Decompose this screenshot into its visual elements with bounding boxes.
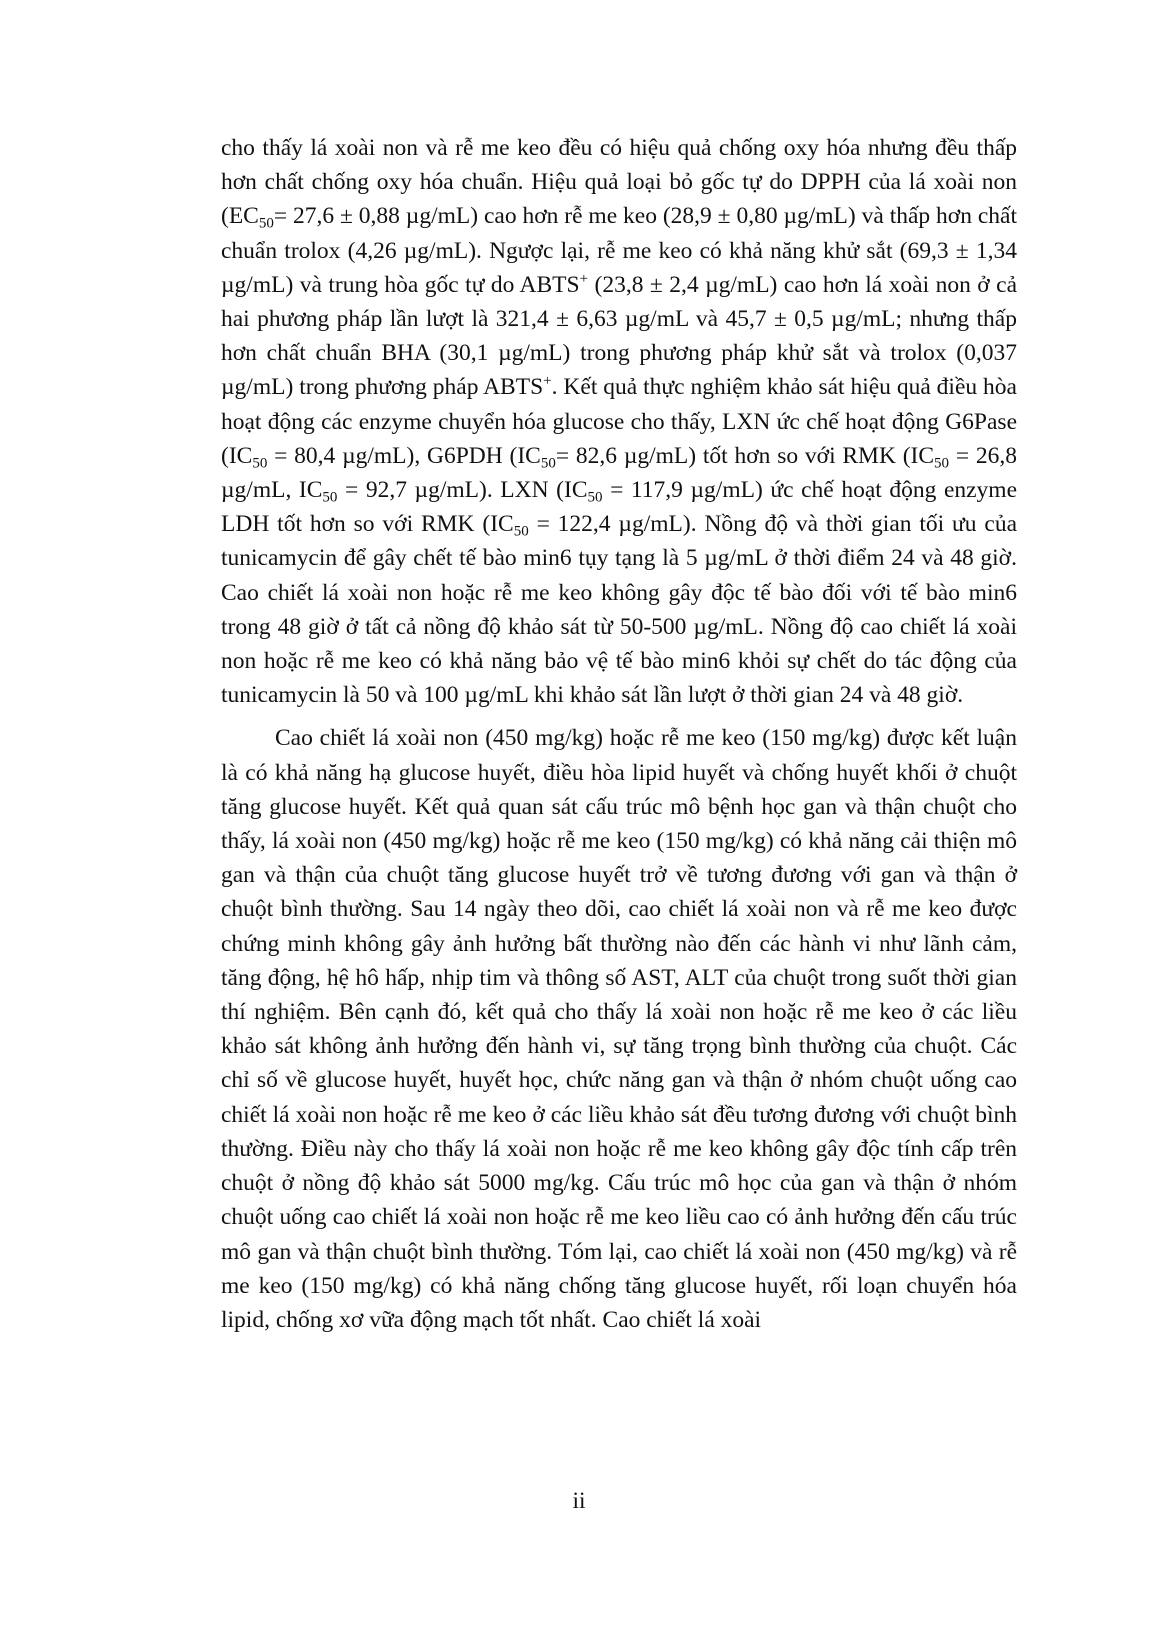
paragraph (221, 131, 1017, 712)
text-run: = 92,7 µg/mL). LXN (IC (337, 477, 588, 504)
text-run: = 27,6 ± 0,88 µg/mL) cao hơn rễ me keo (28,9 ± 0,80 µg/mL) và thấp hơn chất chuẩn trolox (4,26 µg/mL). Ngược lại, rễ me keo có khả năng khử sắt (69,3 ± 1,34 µg/mL) và trung hòa gốc tự do ABTS (221, 203, 1017, 298)
superscript: + (579, 270, 589, 287)
subscript: 50 (587, 489, 603, 506)
text-run: cho thấy lá xoài non và rễ me keo đều có hiệu quả chống oxy hóa nhưng đều thấp hơn chất chống oxy hóa chuẩn. Hiệu quả loại bỏ gốc tự do DPPH của lá xoài non (EC (221, 135, 1017, 230)
body-text (221, 131, 1017, 1337)
text-run: = 80,4 µg/mL), G6PDH (IC (267, 442, 541, 469)
subscript: 50 (513, 523, 529, 540)
subscript: 50 (252, 455, 268, 472)
text-run: (23,8 ± 2,4 µg/mL) cao hơn lá xoài non ở cả hai phương pháp lần lượt là 321,4 ± 6,63 µg/mL và 45,7 ± 0,5 µg/mL; nhưng thấp hơn chất chuẩn BHA (30,1 µg/mL) trong phương pháp khử sắt và trolox (0,037 µg/mL) trong phương pháp ABTS (221, 271, 1018, 401)
text-run: = 26,8 µg/mL, IC (221, 442, 1018, 504)
subscript: 50 (934, 455, 950, 472)
text-run: Cao chiết lá xoài non (450 mg/kg) hoặc rễ me keo (150 mg/kg) được kết luận là có khả năng hạ glucose huyết, điều hòa lipid huyết và chống huyết khối ở chuột tăng glucose huyết. Kết quả quan sát cấu trúc mô bệnh học gan và thận chuột cho thấy, lá xoài non (450 mg/kg) hoặc rễ me keo (150 mg/kg) có khả năng cải thiện mô gan và thận của chuột tăng glucose huyết trở về tương đương với gan và thận ở chuột bình thường. Sau 14 ngày theo dõi, cao chiết lá xoài non và rễ me keo được chứng minh không gây ảnh hưởng bất thường nào đến các hành vi như lãnh cảm, tăng động, hệ hô hấp, nhịp tim và thông số AST, ALT của chuột trong suốt thời gian thí nghiệm. Bên cạnh đó, kết quả cho thấy lá xoài non hoặc rễ me keo ở các liều khảo sát không ảnh hưởng đến hành vi, sự tăng trọng bình thường của chuột. Các chỉ số về glucose huyết, huyết học, chức năng gan và thận ở nhóm chuột uống cao chiết lá xoài non hoặc rễ me keo ở các liều khảo sát đều tương đương với chuột bình thường. Điều này cho thấy lá xoài non hoặc rễ me keo không gây độc tính cấp trên chuột ở nồng độ khảo sát 5000 mg/kg. Cấu trúc mô học của gan và thận ở nhóm chuột uống cao chiết lá xoài non hoặc rễ me keo liều cao có ảnh hưởng đến cấu trúc mô gan và thận chuột bình thường. Tóm lại, cao chiết lá xoài non (450 mg/kg) và rễ me keo (150 mg/kg) có khả năng chống tăng glucose huyết, rối loạn chuyển hóa lipid, chống xơ vữa động mạch tốt nhất. Cao chiết lá xoài (221, 725, 1017, 1333)
subscript: 50 (540, 455, 556, 472)
superscript: + (543, 373, 552, 390)
text-run: = 82,6 µg/mL) tốt hơn so với RMK (IC (555, 442, 935, 469)
text-run: . Kết quả thực nghiệm khảo sát hiệu quả điều hòa hoạt động các enzyme chuyển hóa glucose cho thấy, LXN ức chế hoạt động G6Pase (IC (221, 374, 1017, 469)
paragraph (221, 721, 1017, 1337)
text-run: = 122,4 µg/mL). Nồng độ và thời gian tối ưu của tunicamycin để gây chết tế bào min6 tụy tạng là 5 µg/mL ở thời điểm 24 và 48 giờ. Cao chiết lá xoài non hoặc rễ me keo không gây độc tế bào đối với tế bào min6 trong 48 giờ ở tất cả nồng độ khảo sát từ 50-500 µg/mL. Nồng độ cao chiết lá xoài non hoặc rễ me keo có khả năng bảo vệ tế bào min6 khỏi sự chết do tác động của tunicamycin là 50 và 100 µg/mL khi khảo sát lần lượt ở thời gian 24 và 48 giờ. (221, 511, 1018, 709)
subscript: 50 (258, 215, 274, 232)
text-run: = 117,9 µg/mL) ức chế hoạt động enzyme LDH tốt hơn so với RMK (IC (221, 477, 1018, 538)
document-page (221, 131, 1017, 1337)
subscript: 50 (322, 489, 338, 506)
page-number: ii (572, 1488, 586, 1514)
